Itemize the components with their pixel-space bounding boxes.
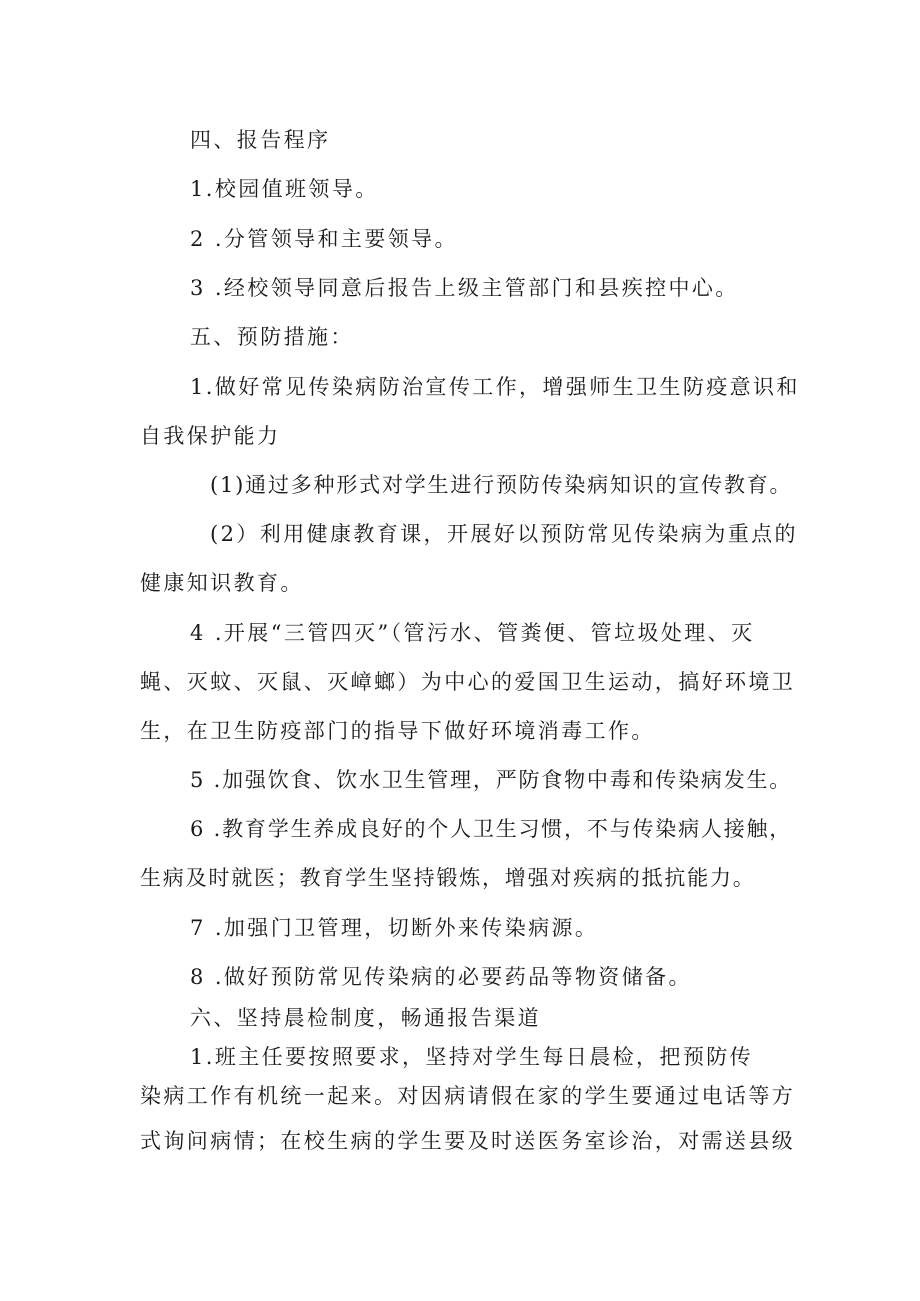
paragraph-line: 生病及时就医；教育学生坚持锻炼，增强对疾病的抵抗能力。 — [140, 866, 756, 890]
paragraph-line: (2）利用健康教育课，开展好以预防常见传染病为重点的 — [210, 522, 798, 546]
paragraph-line: 4 .开展“三管四灭”（管污水、管粪便、管垃圾处理、灭 — [190, 621, 755, 645]
paragraph-line: 7 .加强门卫管理，切断外来传染病源。 — [190, 916, 599, 940]
paragraph-line: (1)通过多种形式对学生进行预防传染病知识的宣传教育。 — [210, 473, 793, 497]
paragraph-line: 3 .经校领导同意后报告上级主管部门和县疾控中心。 — [190, 276, 739, 300]
paragraph-line: 蝇、灭蚊、灭鼠、灭嶂螂）为中心的爱国卫生运动，搞好环境卫 — [140, 670, 796, 694]
paragraph-line: 自我保护能力 — [140, 424, 281, 448]
paragraph-line: 6 .教育学生养成良好的个人卫生习惯，不与传染病人接触， — [190, 817, 793, 841]
paragraph-line: 1.做好常见传染病防治宣传工作，增强师生卫生防疫意识和 — [190, 375, 800, 399]
paragraph-line: 式询问病情；在校生病的学生要及时送医务室诊治，对需送县级 — [140, 1129, 796, 1153]
paragraph-line: 5 .加强饮食、饮水卫生管理，严防食物中毒和传染病发生。 — [190, 768, 793, 792]
section-heading-prevention-measures: 五、预防措施： — [190, 325, 354, 349]
section-heading-morning-check: 六、坚持晨检制度，畅通报告渠道 — [190, 1006, 541, 1030]
paragraph-line: 2 .分管领导和主要领导。 — [190, 227, 458, 251]
paragraph-line: 健康知识教育。 — [140, 571, 304, 595]
paragraph-line: 1.班主任要按照要求，坚持对学生每日晨检，把预防传 — [190, 1045, 754, 1069]
section-heading-reporting-procedure: 四、报告程序 — [190, 128, 331, 152]
paragraph-line: 1.校园值班领导。 — [190, 177, 379, 201]
paragraph-line: 染病工作有机统一起来。对因病请假在家的学生要通过电话等方 — [140, 1084, 796, 1108]
paragraph-line: 生，在卫生防疫部门的指导下做好环境消毒工作。 — [140, 719, 655, 743]
paragraph-line: 8 .做好预防常见传染病的必要药品等物资储备。 — [190, 965, 692, 989]
